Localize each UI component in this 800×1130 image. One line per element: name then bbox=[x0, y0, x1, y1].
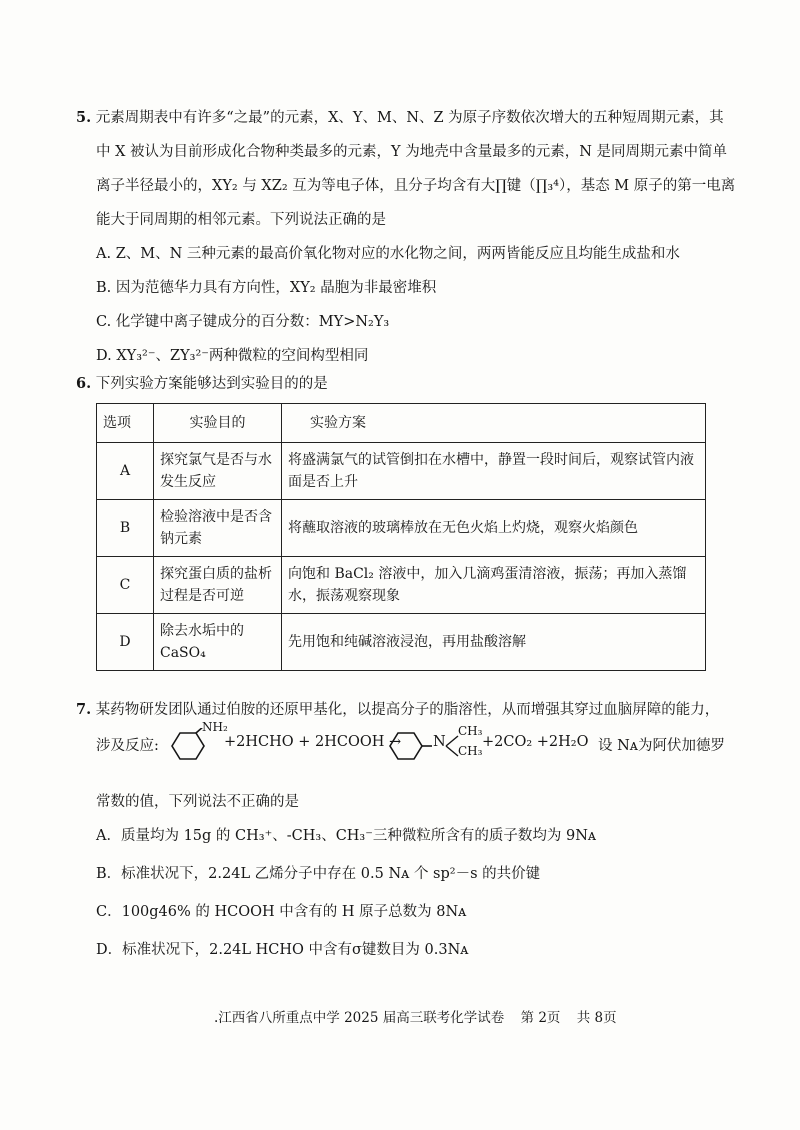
table-cell-option: D bbox=[97, 614, 154, 671]
q5-option-c: C. 化学键中离子键成分的百分数：MY>N₂Y₃ bbox=[96, 314, 390, 330]
table-row bbox=[97, 614, 706, 671]
q7-stem-line1: 某药物研发团队通过伯胺的还原甲基化，以提高分子的脂溶性，从而增强其穿过血脑屏障的能力， bbox=[95, 702, 720, 718]
q5-number: 5. bbox=[76, 109, 92, 126]
q6-stem: 下列实验方案能够达到实验目的的是 bbox=[95, 376, 328, 392]
methyl-bond-bottom bbox=[446, 746, 458, 756]
dimethylcyclohexylamine-ring bbox=[384, 728, 434, 764]
footer-title: .江西省八所重点中学 2025 届高三联考化学试卷 bbox=[214, 1010, 505, 1026]
table-row bbox=[97, 500, 706, 557]
q7-option-c: C．100g46% 的 HCOOH 中含有的 H 原子总数为 8Nᴀ bbox=[96, 904, 467, 920]
q5-option-a: A. Z、M、N 三种元素的最高价氧化物对应的水化物之间，两两皆能反应且均能生成盐和水 bbox=[96, 246, 680, 262]
reaction-reagents: +2HCHO + 2HCOOH → bbox=[224, 734, 402, 750]
table-cell-plan: 将盛满氯气的试管倒扣在水槽中，静置一段时间后，观察试管内液面是否上升 bbox=[282, 443, 706, 500]
reaction-suffix: 设 Nᴀ为阿伏加德罗 bbox=[598, 738, 725, 754]
table-header: 实验方案 bbox=[282, 404, 706, 443]
table-cell-plan: 先用饱和纯碱溶液浸泡，再用盐酸溶解 bbox=[282, 614, 706, 671]
table-cell-plan: 将蘸取溶液的玻璃棒放在无色火焰上灼烧，观察火焰颜色 bbox=[282, 500, 706, 557]
q6-number: 6. bbox=[76, 375, 92, 392]
table-header-row bbox=[97, 404, 706, 443]
q5-option-d: D. XY₃²⁻、ZY₃²⁻两种微粒的空间构型相同 bbox=[96, 348, 369, 364]
reaction-ch3-top: CH₃ bbox=[458, 724, 483, 738]
reaction-products: +2CO₂ +2H₂O bbox=[482, 734, 589, 750]
reaction-prefix: 涉及反应: bbox=[96, 738, 159, 754]
q5-line1 bbox=[76, 108, 724, 128]
q7-stem-line3: 常数的值，下列说法不正确的是 bbox=[96, 794, 299, 810]
q5-stem-line3: 离子半径最小的，XY₂ 与 XZ₂ 互为等电子体，且分子均含有大∏键（∏₃⁴），基态 M 原子的第一电离 bbox=[96, 178, 736, 194]
page-footer bbox=[214, 1006, 629, 1026]
q5-stem-line4: 能大于同周期的相邻元素。下列说法正确的是 bbox=[96, 212, 386, 228]
table-cell-option: B bbox=[97, 500, 154, 557]
reaction-n: N bbox=[433, 734, 446, 750]
q7-option-a: A．质量均为 15g 的 CH₃⁺、-CH₃、CH₃⁻三种微粒所含有的质子数均为 9Nᴀ bbox=[96, 828, 597, 844]
reaction-ch3-bottom: CH₃ bbox=[458, 744, 483, 758]
footer-page: 第 2页 bbox=[520, 1010, 561, 1026]
table-cell-plan: 向饱和 BaCl₂ 溶液中，加入几滴鸡蛋清溶液，振荡；再加入蒸馏水，振荡观察现象 bbox=[282, 557, 706, 614]
table-header: 实验目的 bbox=[154, 404, 282, 443]
cyclohexane-ring bbox=[172, 733, 204, 759]
table-cell-purpose: 探究氯气是否与水发生反应 bbox=[154, 443, 282, 500]
q5-stem-line1: 元素周期表中有许多“之最”的元素，X、Y、M、N、Z 为原子序数依次增大的五种短周期元素，其 bbox=[95, 110, 724, 126]
q6-line bbox=[76, 374, 328, 394]
cyclohexane-ring bbox=[390, 733, 422, 759]
q7-line1 bbox=[76, 700, 719, 720]
table-header: 选项 bbox=[97, 404, 154, 443]
q5-option-b: B. 因为范德华力具有方向性，XY₂ 晶胞为非最密堆积 bbox=[96, 280, 437, 296]
q7-option-d: D．标准状况下，2.24L HCHO 中含有σ键数目为 0.3Nᴀ bbox=[96, 942, 469, 958]
table-cell-purpose: 探究蛋白质的盐析过程是否可逆 bbox=[154, 557, 282, 614]
table-row bbox=[97, 557, 706, 614]
reaction-nh2: NH₂ bbox=[202, 720, 228, 734]
experiment-table bbox=[96, 403, 706, 671]
table-cell-option: C bbox=[97, 557, 154, 614]
q7-option-b: B．标准状况下，2.24L 乙烯分子中存在 0.5 Nᴀ 个 sp²－s 的共价键 bbox=[96, 866, 541, 882]
q7-number: 7. bbox=[76, 701, 92, 718]
footer-total: 共 8页 bbox=[576, 1010, 617, 1026]
reaction-equation bbox=[96, 720, 725, 766]
methyl-bond-top bbox=[446, 736, 458, 746]
table-cell-purpose: 检验溶液中是否含钠元素 bbox=[154, 500, 282, 557]
table-cell-purpose: 除去水垢中的CaSO₄ bbox=[154, 614, 282, 671]
table-cell-option: A bbox=[97, 443, 154, 500]
q5-stem-line2: 中 X 被认为目前形成化合物种类最多的元素，Y 为地壳中含量最多的元素，N 是同周期元素中简单 bbox=[96, 144, 728, 160]
table-row bbox=[97, 443, 706, 500]
